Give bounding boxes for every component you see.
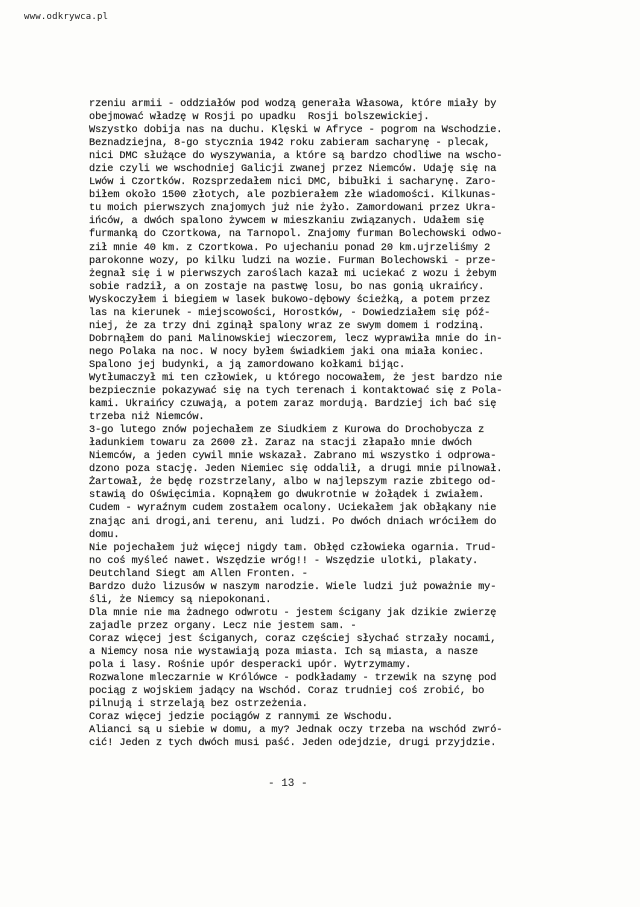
text-line: Beznadziejna, 8-go stycznia 1942 roku zabieram sacharynę - plecak,: [89, 137, 491, 150]
text-line: zajadle przez organy. Lecz nie jestem sam. -: [89, 619, 357, 632]
text-line: niej, że za trzy dni zginął spalony wraz ze swym domem i rodziną.: [89, 319, 485, 332]
text-line: Nie pojechałem już więcej nigdy tam. Obłęd człowieka ogarnia. Trud-: [89, 541, 497, 554]
text-line: Deutchland Siegt am Allen Fronten. -: [89, 567, 308, 580]
text-line: pociąg z wojskiem jadący na Wschód. Coraz trudniej coś zrobić, bo: [89, 685, 485, 698]
text-line: nici DMC służące do wyszywania, a które są bardzo chodliwe na wscho-: [89, 150, 503, 163]
text-line: las na kierunek - miejscowości, Horostków, - Dowiedziałem się póź-: [89, 306, 491, 319]
text-line: cić! Jeden z tych dwóch musi paść. Jeden odejdzie, drugi przyjdzie.: [89, 737, 497, 750]
text-line: dzie czyli we wschodniej Galicji zwanej przez Niemców. Udaję się na: [89, 163, 497, 176]
typewritten-text: [89, 98, 629, 750]
text-line: Spalono jej budynki, a ją zamordowano kołkami bijąc.: [89, 358, 406, 371]
text-line: tu moich pierwszych znajomych już nie żyło. Zamordowani przez Ukra-: [89, 202, 497, 215]
text-line: Żartował, że będę rozstrzelany, albo w najlepszym razie zbitego od-: [89, 476, 497, 489]
text-line: pilnują i strzelają bez ostrzeżenia.: [89, 698, 308, 711]
text-line: Coraz więcej jedzie pociągów z rannymi ze Wschodu.: [89, 711, 393, 724]
text-line: Dobrnąłem do pani Malinowskiej wieczorem, lecz wyprawiła mnie do in-: [89, 332, 503, 345]
text-line: 3-go lutego znów pojechałem ze Siudkiem z Kurowa do Drochobycza z: [89, 424, 485, 437]
text-line: ładunkiem towaru za 2600 zł. Zaraz na stacji złapało mnie dwóch: [89, 437, 472, 450]
text-line: domu.: [89, 528, 120, 541]
text-line: nego Polaka na noc. W nocy byłem świadkiem jaki ona miała koniec.: [89, 345, 485, 358]
text-line: rzeniu armii - oddziałów pod wodzą generała Własowa, które miały by: [89, 98, 497, 110]
text-line: śli, że Niemcy są niepokonani.: [89, 593, 272, 606]
text-line: Wytłumaczył mi ten człowiek, u którego nocowałem, że jest bardzo nie: [89, 371, 503, 384]
text-line: pola i lasy. Rośnie upór desperacki upór. Wytrzymamy.: [89, 659, 412, 672]
text-line: no coś myśleć nawet. Wszędzie wróg!! - Wszędzie ulotki, plakaty.: [89, 554, 479, 567]
text-line: sobie radził, a on zostaje na pastwę losu, bo nas gonią ukraińcy.: [89, 280, 485, 293]
text-line: żegnał się i w pierwszych zaroślach kazał mi uciekać z wozu i żebym: [89, 267, 497, 280]
text-line: dzono poza stację. Jeden Niemiec się oddalił, a drugi mnie pilnował.: [89, 463, 503, 476]
text-line: bezpiecznie pokazywać się na tych terenach i kontaktować się z Pola-: [89, 385, 503, 398]
text-line: trzeba niż Niemców.: [89, 411, 205, 424]
text-line: Dla mnie nie ma żadnego odwrotu - jestem ścigany jak dzikie zwierzę: [89, 606, 497, 619]
text-line: Wyskoczyłem i biegiem w lasek bukowo-dębowy ścieżką, a potem przez: [89, 293, 491, 306]
text-line: Alianci są u siebie w domu, a my? Jednak oczy trzeba na wschód zwró-: [89, 724, 503, 737]
text-line: ińców, a dwóch spalono żywcem w mieszkaniu związanych. Udałem się: [89, 215, 485, 228]
text-line: furmanką do Czortkowa, na Tarnopol. Znajomy furman Bolechowski odwo-: [89, 228, 503, 241]
page-number: - 13 -: [268, 778, 308, 790]
text-line: Wszystko dobija nas na duchu. Klęski w Afryce - pogrom na Wschodzie.: [89, 124, 503, 137]
text-line: obejmować władzę w Rosji po upadku Rosji bolszewickiej.: [89, 111, 430, 124]
text-line: biłem około 1500 złotych, ale pozbierałem złe wiadomości. Kilkunas-: [89, 189, 497, 202]
text-line: znając ani drogi,ani terenu, ani ludzi. Po dwóch dniach wróciłem do: [89, 515, 497, 528]
text-line: Bardzo dużo lizusów w naszym narodzie. Wiele ludzi już poważnie my-: [89, 580, 497, 593]
text-line: Niemców, a jeden cywil mnie wskazał. Zabrano mi wszystko i odprowa-: [89, 450, 497, 463]
text-line: stawią do Oświęcimia. Kopnąłem go dwukrotnie w żołądek i zwiałem.: [89, 489, 485, 502]
text-line: Lwów i Czortków. Rozsprzedałem nici DMC, bibułki i sacharynę. Zaro-: [89, 176, 497, 189]
text-line: Coraz więcej jest ściganych, coraz częściej słychać strzały nocami,: [89, 632, 497, 645]
site-watermark: www.odkrywca.pl: [24, 12, 109, 22]
text-line: kami. Ukraińcy czuwają, a potem zaraz mordują. Bardziej ich bać się: [89, 398, 497, 411]
text-line: ził mnie 40 km. z Czortkowa. Po ujechaniu ponad 20 km.ujrzeliśmy 2: [89, 241, 491, 254]
text-line: Rozwalone mleczarnie w Królówce - podkładamy - trzewik na szynę pod: [89, 672, 497, 685]
text-line: parokonne wozy, po kilku ludzi na wozie. Furman Bolechowski - prze-: [89, 254, 497, 267]
text-line: Cudem - wyraźnym cudem zostałem ocalony. Uciekałem jak obłąkany nie: [89, 502, 497, 515]
text-line: a Niemcy nosa nie wystawiają poza miasta. Ich są miasta, a nasze: [89, 645, 479, 658]
